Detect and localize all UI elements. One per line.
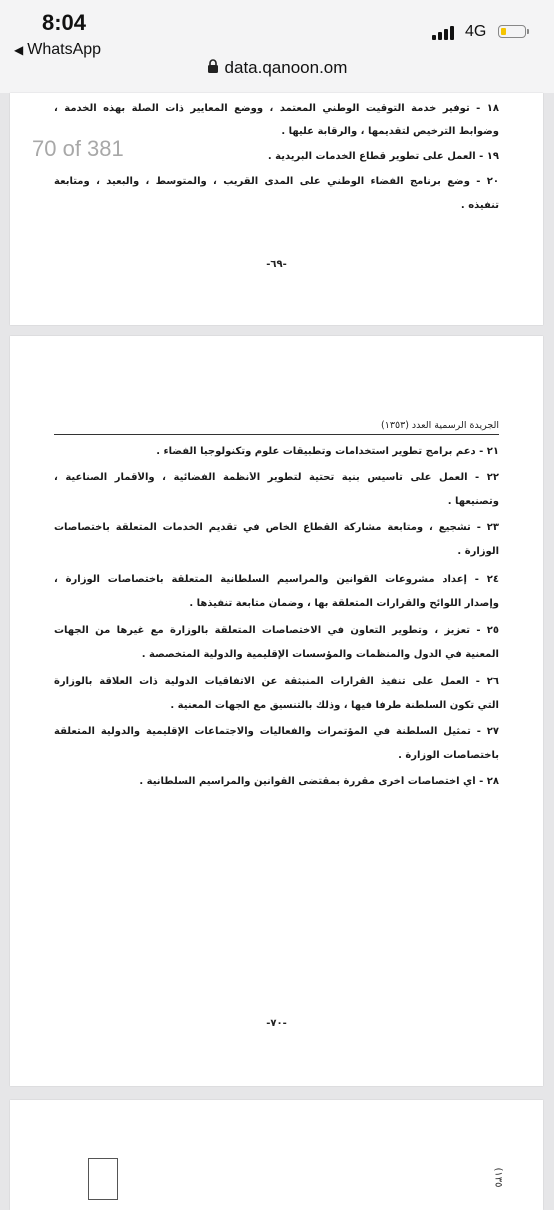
top-bar (0, 0, 554, 93)
text-line: ٢٥ - تعزيز ، وتطوير التعاون في الاختصاصات المتعلقة بالوزارة مع غيرها من الجهات (54, 625, 499, 636)
margin-box (88, 1158, 118, 1200)
page-number: -٧٠- (266, 1018, 287, 1029)
text-line: وإصدار اللوائح والقرارات المتعلقة بها ، وضمان متابعة تنفيذها . (189, 598, 499, 609)
back-app-label: WhatsApp (27, 41, 102, 58)
text-line: ٢٠ - وضع برنامج الفضاء الوطني على المدى القريب ، والمتوسط ، والبعيد ، ومتابعة (54, 176, 499, 187)
url-text: data.qanoon.om (224, 58, 348, 77)
text-line: المعنية في الدول والمنظمات والمؤسسات الإقليمية والدولية المتخصصة . (141, 649, 499, 660)
text-line: ١٨ - توفير خدمة التوقيت الوطني المعتمد ، ووضع المعايير ذات الصلة بهذه الخدمة ، (54, 103, 499, 114)
text-line: التي تكون السلطنة طرفا فيها ، وذلك بالتنسيق مع الجهات المعنية . (170, 700, 499, 711)
battery-icon (498, 25, 526, 38)
text-line: ٢٤ - إعداد مشروعات القوانين والمراسيم السلطانية المتعلقة باختصاصات الوزارة ، (54, 574, 499, 585)
status-time: 8:04 (42, 10, 87, 35)
text-line: ٢٣ - تشجيع ، ومتابعة مشاركة القطاع الخاص في تقديم الخدمات المتعلقة باختصاصات (54, 522, 499, 533)
document-page-70 (10, 336, 543, 1086)
back-arrow-icon: ◀ (14, 43, 24, 57)
text-line: الوزارة . (457, 546, 499, 557)
network-type: 4G (465, 23, 487, 40)
cellular-signal-icon (432, 24, 460, 40)
back-to-app-button[interactable] (14, 41, 101, 59)
gazette-header: الجريدة الرسمية العدد (١٣٥٣) (381, 420, 499, 431)
text-line: وضوابط الترخيص لتقديمها ، والرقابة عليها . (281, 126, 499, 137)
margin-text: (١٣٥ (492, 1167, 504, 1188)
text-line: ١٩ - العمل على تطوير قطاع الخدمات البريدية . (267, 151, 499, 162)
text-line: ٢٦ - العمل على تنفيذ القرارات المنبثقة عن الاتفاقيات الدولية ذات العلاقة بالوزارة (54, 676, 499, 687)
address-bar[interactable] (0, 58, 554, 78)
text-line: ٢٧ - تمثيل السلطنة في المؤتمرات والفعاليات والاجتماعات الإقليمية والدولية المتعلقة (54, 726, 499, 737)
text-line: باختصاصات الوزارة . (398, 750, 499, 761)
document-page-69 (10, 93, 543, 325)
page-indicator: 70 of 381 (32, 136, 124, 161)
text-line: تنفيذه . (460, 200, 499, 211)
page-number: -٦٩- (266, 259, 287, 270)
text-line: وتصنيعها . (447, 496, 499, 507)
header-rule (54, 434, 499, 435)
text-line: ٢١ - دعم برامج تطوير استخدامات وتطبيقات علوم وتكنولوجيا الفضاء . (156, 446, 499, 457)
text-line: ٢٢ - العمل على تأسيس بنية تحتية لتطوير الأنظمة الفضائية ، والأقمار الصناعية ، (54, 472, 499, 483)
lock-icon (207, 59, 219, 74)
text-line: ٢٨ - أي اختصاصات أخرى مقررة بمقتضى القوانين والمراسيم السلطانية . (139, 776, 499, 787)
